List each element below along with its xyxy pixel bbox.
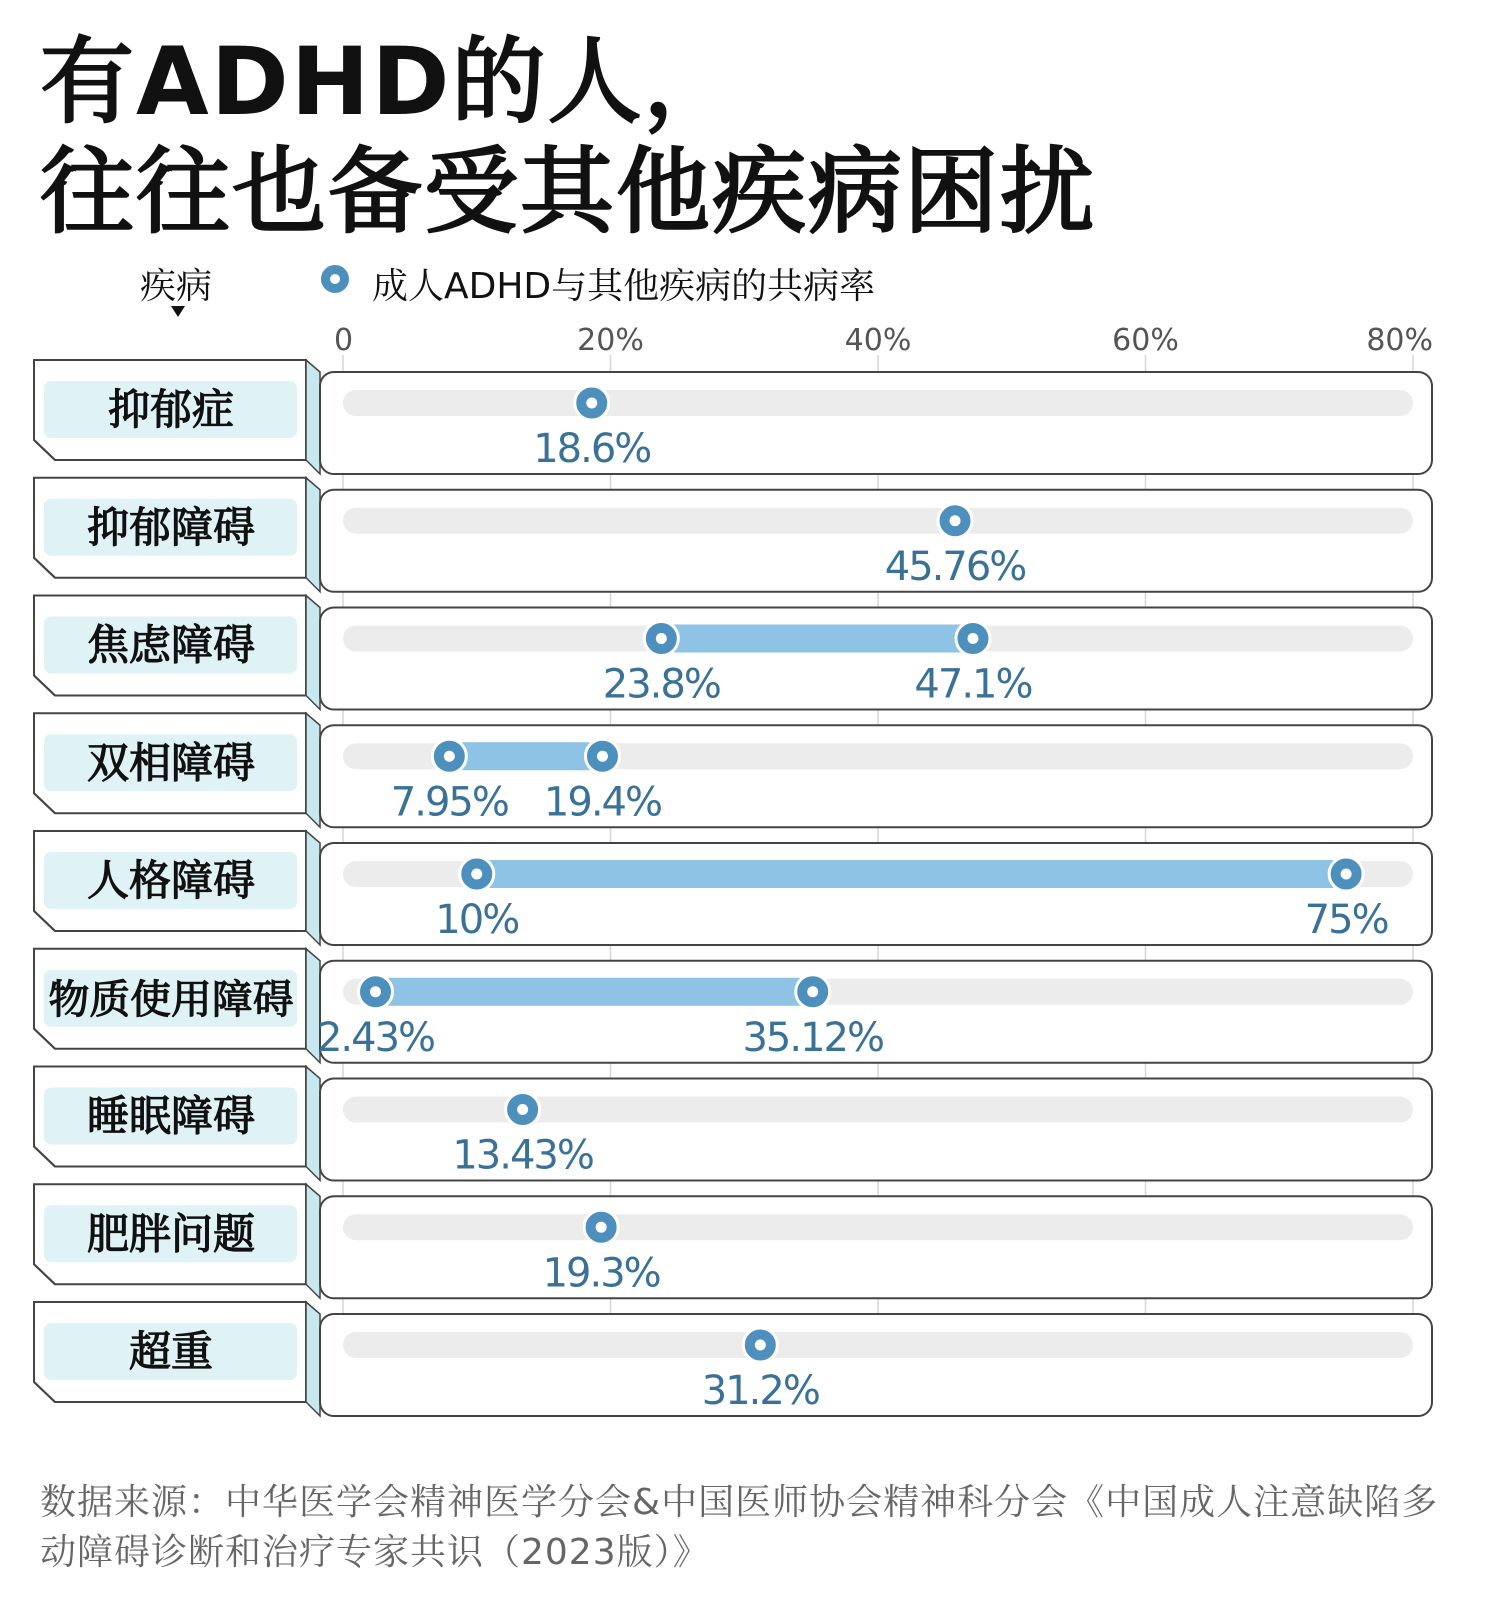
side-strip (306, 596, 320, 710)
title-line-1: 有ADHD的人， (40, 28, 740, 137)
legend-category-label: 疾病 (140, 266, 213, 307)
row-2 (34, 478, 1432, 592)
value-label: 10% (435, 897, 519, 943)
category-label: 抑郁症 (107, 385, 235, 434)
row-3 (34, 596, 1432, 710)
value-label: 35.12% (742, 1014, 883, 1061)
value-marker-center (755, 1340, 766, 1351)
row-panel (320, 608, 1432, 710)
row-5 (34, 831, 1432, 945)
side-strip (306, 713, 320, 827)
x-tick-label: 0 (334, 323, 354, 358)
row-panel (320, 372, 1432, 474)
value-label: 23.8% (602, 661, 720, 708)
category-label: 物质使用障碍 (48, 976, 294, 1023)
range-bar (449, 742, 602, 770)
track (343, 1097, 1413, 1123)
value-marker-center (444, 751, 455, 762)
side-strip (306, 360, 320, 474)
x-tick-label: 20% (577, 323, 644, 358)
side-strip (306, 1184, 320, 1298)
track (343, 1214, 1413, 1240)
category-label: 人格障碍 (86, 856, 256, 905)
legend-series-label: 成人ADHD与其他疾病的共病率 (372, 266, 876, 307)
category-label: 抑郁障碍 (86, 502, 256, 552)
category-label: 超重 (128, 1327, 214, 1376)
value-label: 19.4% (543, 779, 662, 826)
row-9 (34, 1302, 1432, 1416)
row-7 (34, 1067, 1432, 1181)
page-title (40, 28, 1096, 248)
row-panel (320, 490, 1432, 592)
value-label: 31.2% (701, 1368, 819, 1414)
value-marker-center (517, 1104, 528, 1115)
value-marker-center (807, 986, 818, 997)
side-strip (306, 1067, 320, 1181)
row-4 (34, 713, 1432, 827)
value-marker-center (597, 751, 608, 762)
row-1 (34, 360, 1432, 474)
value-label: 19.3% (542, 1250, 660, 1297)
category-label: 焦虑障碍 (86, 620, 256, 670)
range-bar (376, 978, 813, 1006)
title-line-2: 往往也备受其他疾病困扰 (40, 138, 1097, 247)
side-strip (306, 831, 320, 945)
x-tick-label: 80% (1366, 323, 1433, 358)
range-bar (477, 860, 1346, 888)
category-label: 睡眠障碍 (86, 1091, 256, 1141)
value-label: 2.43% (316, 1014, 435, 1061)
value-label: 13.43% (452, 1132, 593, 1179)
value-marker-center (967, 633, 978, 644)
value-label: 75% (1304, 897, 1388, 943)
range-bar (661, 625, 973, 653)
value-marker-center (1341, 869, 1352, 880)
value-label: 47.1% (914, 661, 1032, 708)
side-strip (306, 1302, 320, 1416)
track (343, 1332, 1413, 1358)
value-marker-center (370, 986, 381, 997)
row-8 (34, 1184, 1432, 1298)
value-label: 45.76% (884, 543, 1026, 590)
down-arrow-icon (171, 306, 185, 317)
row-panel (320, 1196, 1432, 1298)
value-label: 18.6% (533, 426, 651, 472)
row-panel (320, 1314, 1432, 1416)
x-tick-label: 40% (844, 323, 912, 358)
category-label: 双相障碍 (86, 738, 256, 788)
source-note: 数据来源：中华医学会精神医学分会&中国医师协会精神科分会《中国成人注意缺陷多动障碍诊断和治疗专家共识（2023版）》 (40, 1482, 1439, 1573)
legend-marker-icon (318, 262, 352, 296)
value-marker-center (586, 398, 597, 409)
x-tick-label: 60% (1112, 323, 1179, 358)
value-marker-center (950, 515, 961, 526)
value-marker-center (656, 633, 667, 644)
value-marker-center (471, 869, 482, 880)
row-6 (34, 949, 1432, 1063)
category-label: 肥胖问题 (86, 1209, 256, 1259)
side-strip (306, 478, 320, 592)
track (343, 390, 1413, 416)
track (343, 508, 1413, 534)
value-label: 7.95% (390, 779, 508, 826)
value-marker-center (596, 1222, 607, 1233)
